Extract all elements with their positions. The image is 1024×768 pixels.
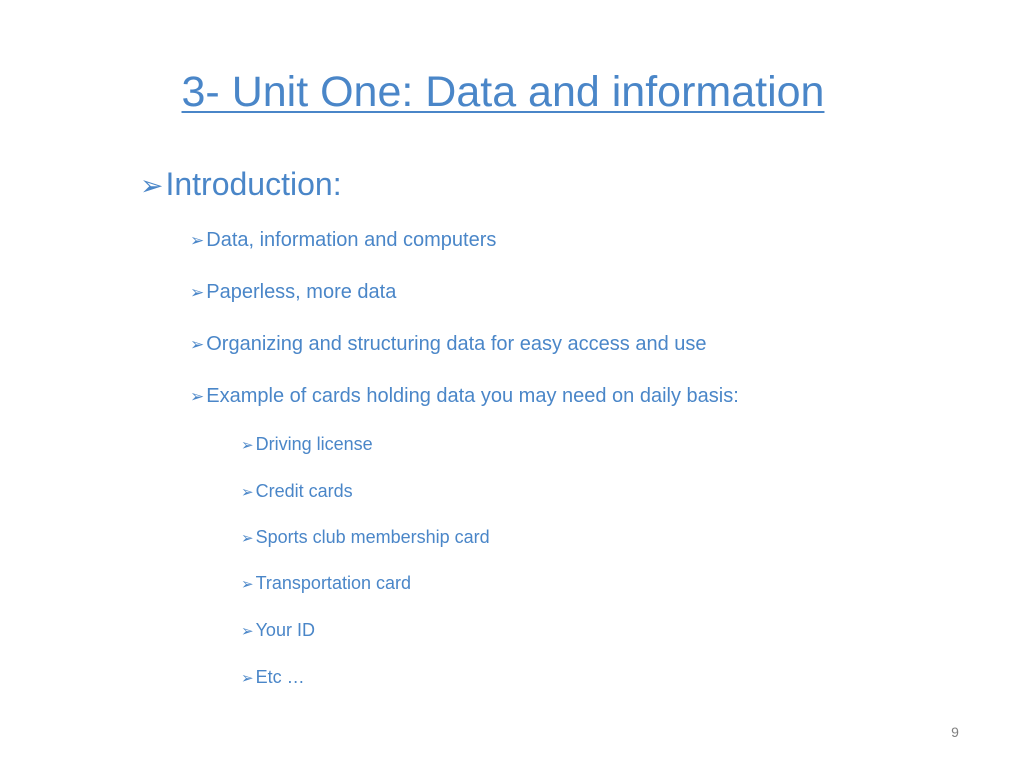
list-item-text: Example of cards holding data you may need on daily basis: — [206, 385, 739, 407]
list-item — [190, 331, 707, 358]
page-number: 9 — [951, 724, 959, 740]
arrow-bullet-icon: ➢ — [241, 530, 254, 547]
list-item — [241, 618, 315, 644]
arrow-bullet-icon: ➢ — [241, 623, 254, 640]
slide-title: 3- Unit One: Data and information — [181, 68, 825, 116]
list-item-text: Driving license — [255, 434, 373, 454]
list-item-text: Sports club membership card — [255, 527, 490, 547]
bullet-label: Introduction: — [165, 166, 342, 202]
arrow-bullet-icon: ➢ — [190, 283, 205, 302]
bullet-introduction — [140, 164, 342, 206]
list-item — [241, 571, 411, 597]
list-item-text: Data, information and computers — [206, 229, 497, 251]
list-item — [241, 479, 353, 505]
list-item — [190, 383, 739, 410]
list-item-text: Etc … — [255, 667, 305, 687]
list-item — [190, 227, 496, 254]
list-item-text: Paperless, more data — [206, 281, 397, 303]
list-item-text: Transportation card — [255, 573, 411, 593]
arrow-bullet-icon: ➢ — [241, 670, 254, 687]
list-item — [241, 665, 305, 691]
arrow-bullet-icon: ➢ — [190, 231, 205, 250]
arrow-bullet-icon: ➢ — [190, 335, 205, 354]
list-item — [190, 279, 396, 306]
list-item-text: Organizing and structuring data for easy access and use — [206, 333, 707, 355]
list-item-text: Your ID — [255, 620, 315, 640]
list-item — [241, 432, 373, 458]
list-item — [241, 525, 490, 551]
arrow-bullet-icon: ➢ — [241, 437, 254, 454]
list-item-text: Credit cards — [255, 481, 353, 501]
arrow-bullet-icon: ➢ — [140, 170, 164, 201]
arrow-bullet-icon: ➢ — [241, 484, 254, 501]
arrow-bullet-icon: ➢ — [190, 387, 205, 406]
arrow-bullet-icon: ➢ — [241, 576, 254, 593]
